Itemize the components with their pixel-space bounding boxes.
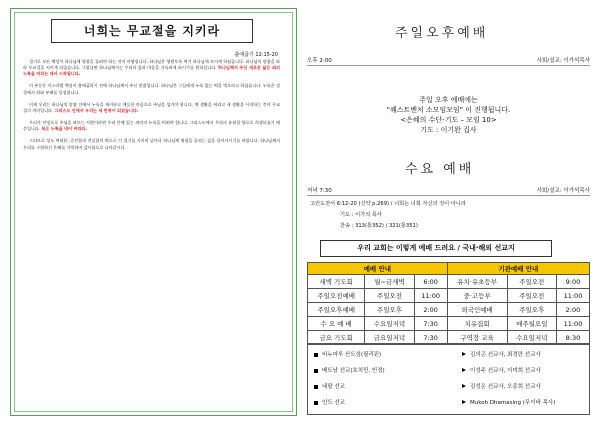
sermon-body [23, 59, 280, 157]
sunday-pm-announce-4: 기도 : 이기완 집사 [420, 126, 477, 134]
sermon-reference: 출애굽기 12:15-20 [234, 52, 278, 58]
sunday-pm-announce-3: <은혜의 수단-기도 – 모임 10> [400, 116, 497, 124]
sunday-pm-officiant: 사회/설교: 이가석목사 [536, 58, 590, 64]
sermon-highlight: 그리스도 안에서 우리는 새 반죽이 되었습니다. [54, 107, 139, 113]
sermon-title: 너희는 무교절을 지키라 [51, 19, 253, 43]
triangle-bullet-icon [462, 368, 466, 372]
divider [307, 195, 590, 196]
wednesday-title: 수요 예배 [405, 162, 475, 177]
list-item: 비누마루 산도섬(필리핀) 김의곤 선교사, 최경란 선교사 [314, 350, 589, 361]
table-row: 금요 기도회 금요일저녁 7:30 구역장 교육 수요일저녁 8:30 [308, 331, 590, 345]
sermon-paragraph: 절기로 모든 백성이 하나님께 영광을 돌려야 하는 것이 마땅합니다. 하나님은 영원토록 여기 하나님께 모이게 하셨습니다. 하나님의 말씀을 따라 무교절을 지키게 되었습니다. 그렇다면 하나님께서는 우리의 몸과 마음을 거룩하게 하시기를 원하십니다. 하나님께서 주신 새로운 삶은 죄의 누룩을 버리는 데서 시작됩니다. [23, 59, 280, 77]
square-bullet-icon [314, 385, 318, 389]
sermon-highlight: 하나님께서 주신 새로운 삶은 죄의 누룩을 버리는 데서 시작됩니다. [23, 65, 280, 77]
triangle-bullet-icon [462, 384, 466, 388]
wednesday-officiant: 사회/설교: 이가석목사 [536, 188, 590, 194]
divider [307, 65, 590, 66]
triangle-bullet-icon [462, 400, 466, 404]
list-item: 네팔 선교 김성은 선교사, 오종희 선교사 [314, 382, 589, 393]
table-row: 주일오전예배 주일오전 11:00 중·고등부 주일오전 11:00 [308, 289, 590, 303]
sermon-highlight: 묵은 누룩을 내어 버리라. [41, 126, 87, 132]
group-schedule-header: 기관예배 안내 [447, 263, 589, 275]
schedule-banner: 우리 교회는 이렇게 예배 드려요 / 국내·해외 선교지 [320, 240, 552, 257]
wednesday-scripture: 고린도전서 6:12-20 (신약 p.269) / 너희는 너희 자신의 것이 아니라 [310, 201, 466, 207]
sunday-pm-announce-1: 주일 오후 예배에는 [419, 96, 478, 104]
square-bullet-icon [314, 369, 318, 373]
sermon-paragraph: 우리가 진정으로 주님을 따르는 사람이라면 우리 안에 있는 죄악의 누룩을 버려야 합니다. 그리스도께서 우리의 유월절 양으로 희생되셨기 때문입니다. 묵은 누룩을 내어 버리라. [23, 120, 280, 132]
wednesday-prayer: 기도 : 이가석 목사 [340, 212, 382, 218]
square-bullet-icon [314, 401, 318, 405]
sunday-pm-title: 주일오후예배 [395, 26, 489, 41]
square-bullet-icon [314, 353, 318, 357]
wednesday-time: 저녁 7:30 [307, 188, 332, 194]
wednesday-hymns: 찬송 : 313(통352) / 321(통351) [340, 223, 418, 229]
list-item: 베트남 선교(호치민, 빈정) 이성주 선교사, 이미희 선교사 [314, 366, 589, 377]
sermon-paragraph: 이 본문은 이스라엘 백성이 출애굽하기 전에 하나님께서 주신 말씀입니다. 하나님은 그들에게 누룩 없는 떡을 먹으라고 하셨습니다. 누룩은 성경에서 죄와 부패를 상징합니다. [23, 83, 280, 95]
sermon-paragraph: 그러므로 성도 여러분, 순전함과 진실함의 떡으로 이 절기를 지키며 날마다 하나님께 영광을 돌리는 삶을 살아가시기를 바랍니다. 하나님께서 우리를 구원하신 은혜를 기억하며 감사함으로 나아갑시다. [23, 138, 280, 150]
schedule-table [307, 262, 590, 345]
sunday-pm-announce-2: "퀘스트벤처 소모임모임" 이 진행됩니다. [386, 106, 511, 114]
sunday-pm-time: 오후 2:00 [307, 58, 332, 64]
triangle-bullet-icon [462, 352, 466, 356]
table-row: 주일오후예배 주일오후 2:00 외국인예배 주일오후 2:00 [308, 303, 590, 317]
table-row: 새벽 기도회 월~금새벽 6:00 유치·유초등부 주일오전 9:00 [308, 275, 590, 289]
schedule-header-row [308, 263, 590, 275]
worship-schedule-header: 예배 안내 [308, 263, 448, 275]
list-item: 인도 선교 Mukoh Dhamasing (무이바 목사) [314, 398, 589, 409]
table-row: 수 요 예 배 수요일저녁 7:30 치유집회 매주월요일 11:00 [308, 317, 590, 331]
missions-box [307, 343, 590, 415]
sermon-paragraph: 이제 우리는 하나님의 말씀 안에서 누룩을 제거하고 깨끗한 마음으로 주님을 섬겨야 합니다. 옛 생활을 버리고 새 생활을 시작하는 것이 무교절의 의미입니다. 그리스도 안에서 우리는 새 반죽이 되었습니다. [23, 101, 280, 113]
sermon-panel [10, 8, 297, 416]
